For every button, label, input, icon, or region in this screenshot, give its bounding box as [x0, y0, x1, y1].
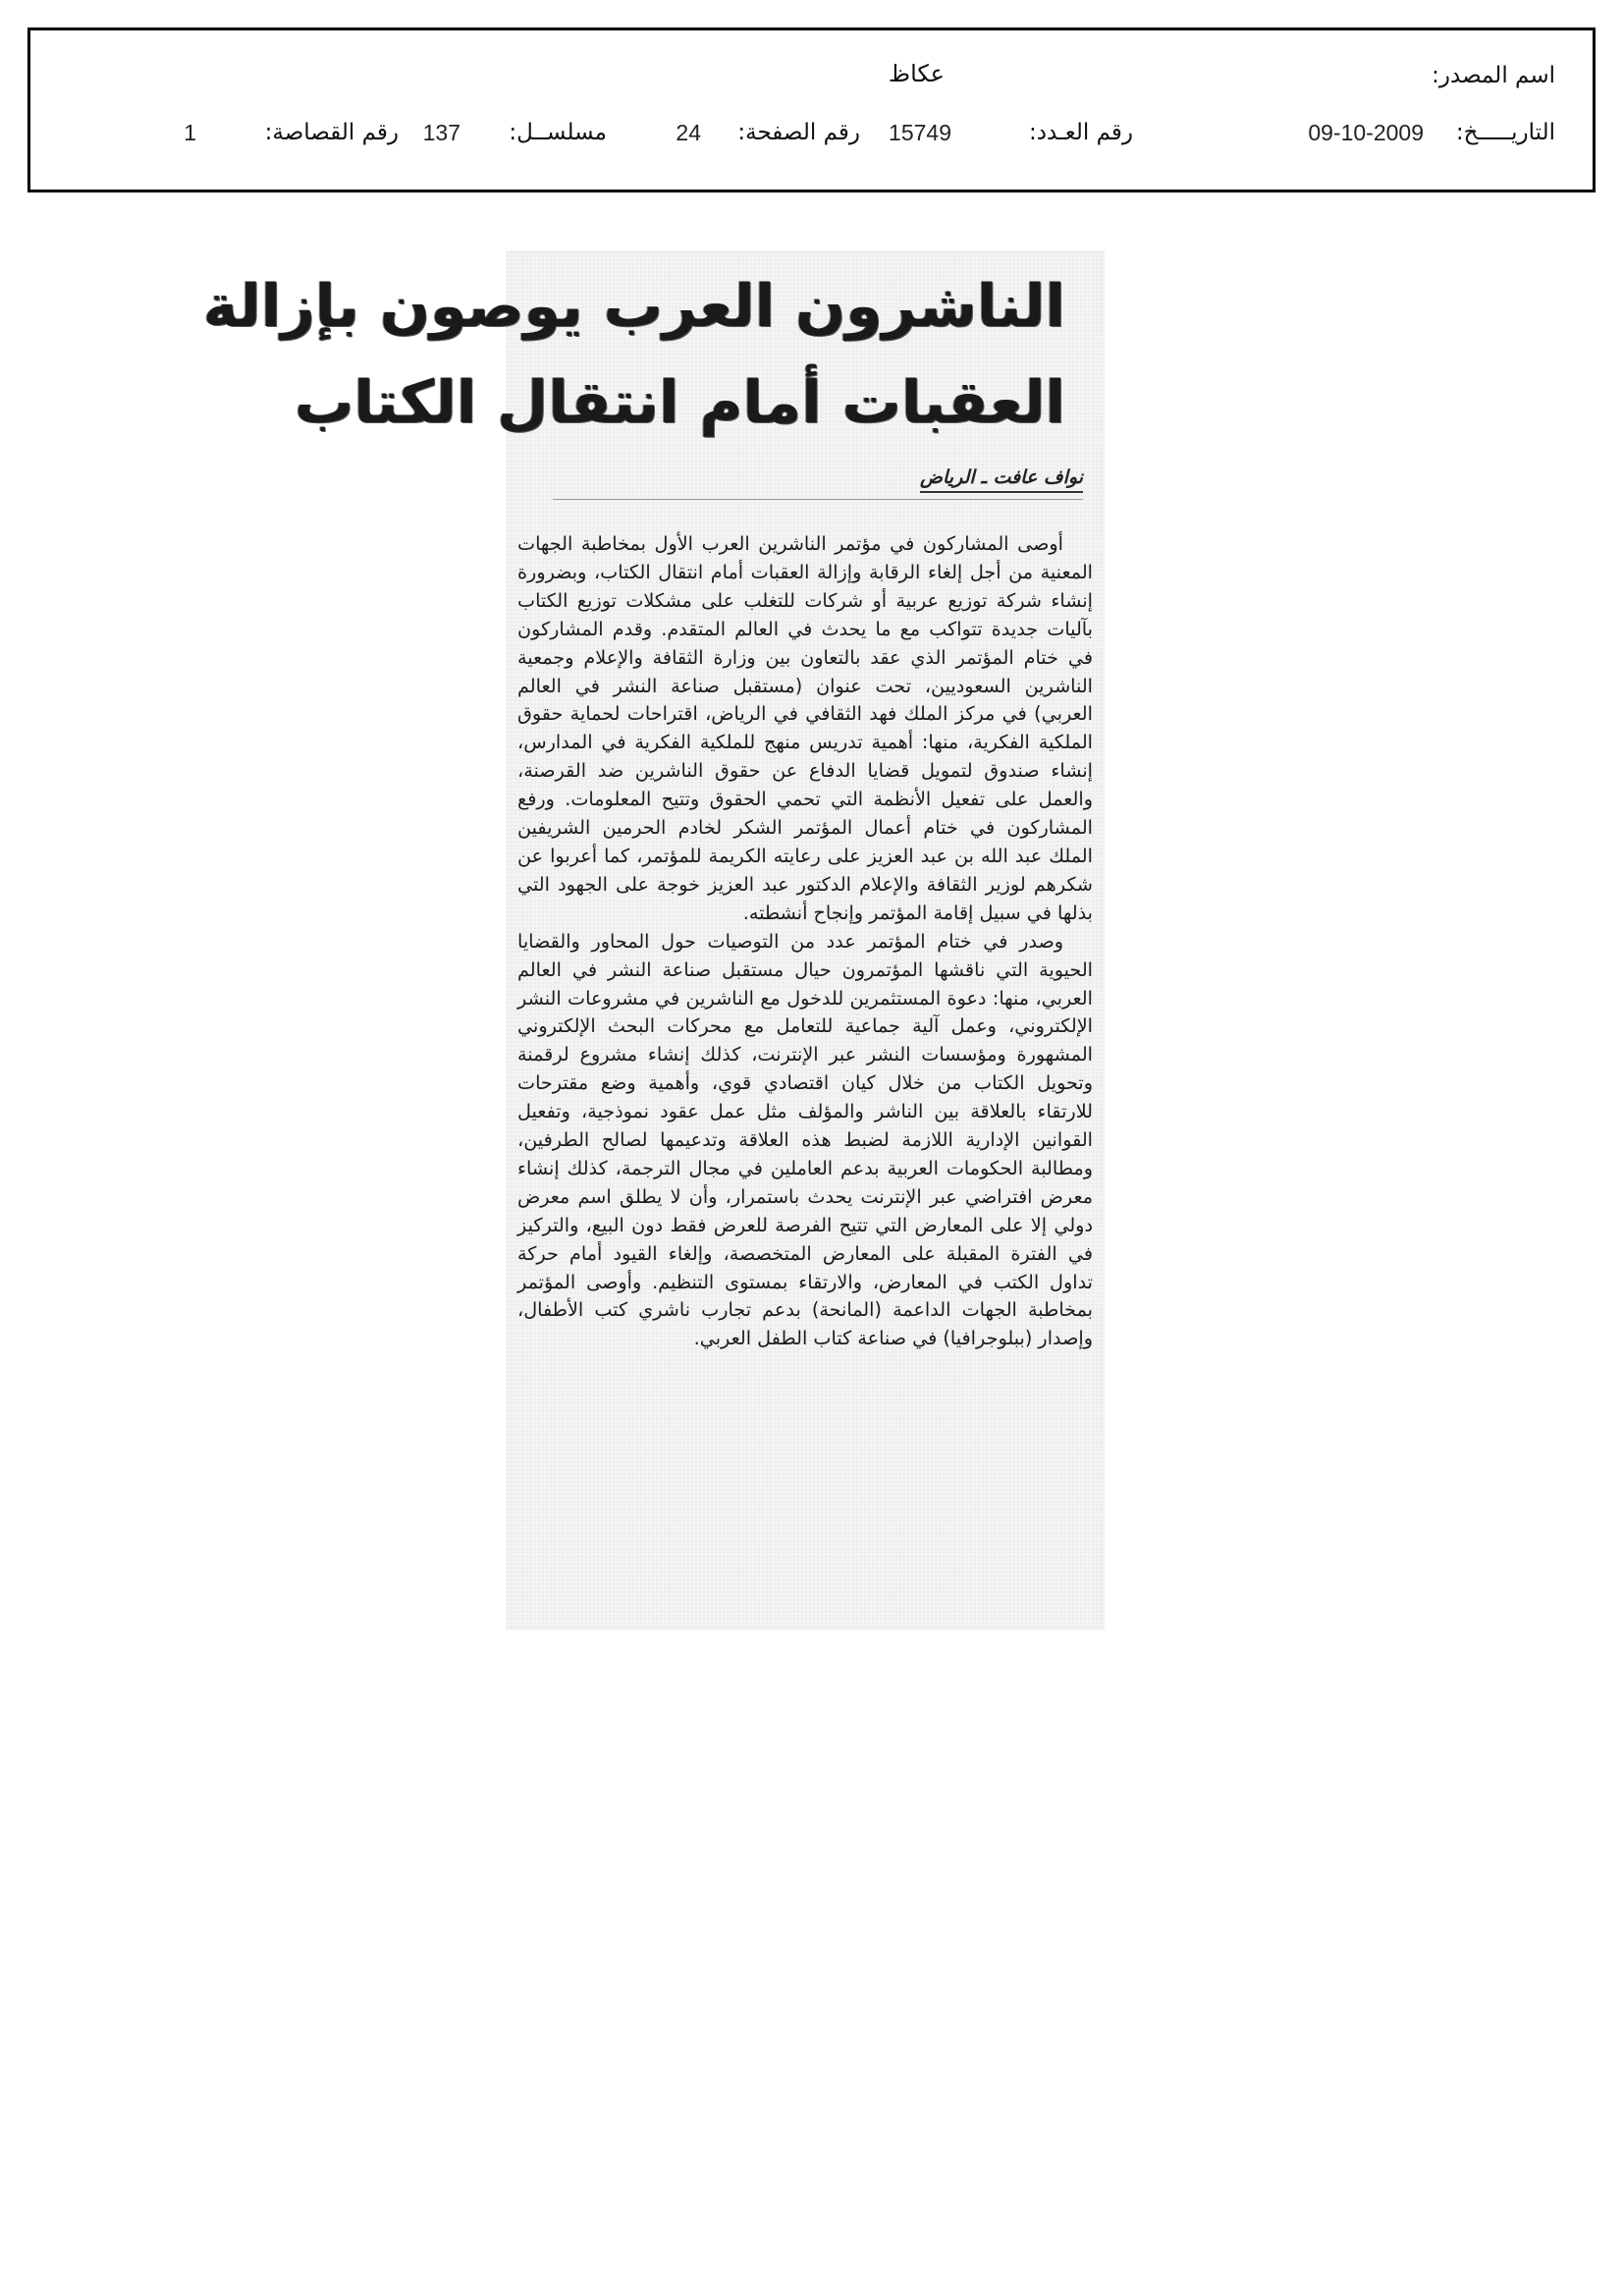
clip-value: 1 [184, 120, 196, 145]
serial-value: 137 [422, 120, 460, 145]
serial-label: مسلســل: [509, 120, 607, 145]
issue-value: 15749 [889, 120, 951, 145]
article-body [517, 530, 1093, 1353]
article-paragraph: أوصى المشاركون في مؤتمر الناشرين العرب الأول بمخاطبة الجهات المعنية من أجل إلغاء الرقابة وإزالة العقبات أمام انتقال الكتاب، وبضرورة إنشاء شركة توزيع عربية أو شركات للتغلب على مشكلات توزيع الكتاب بآليات جديدة تتواكب مع ما يحدث في العالم المتقدم. وقدم المشاركون في ختام المؤتمر الذي عقد بالتعاون بين وزارة الثقافة والإعلام وجمعية الناشرين السعوديين، تحت عنوان (مستقبل صناعة النشر في العالم العربي) في مركز الملك فهد الثقافي في الرياض، اقتراحات لحماية حقوق الملكية الفكرية، منها: أهمية تدريس منهج للملكية الفكرية في المدارس، إنشاء صندوق لتمويل قضايا الدفاع عن حقوق الناشرين ضد القرصنة، والعمل على تفعيل الأنظمة التي تحمي الحقوق وتتيح المعلومات. ورفع المشاركون في ختام أعمال المؤتمر الشكر لخادم الحرمين الشريفين الملك عبد الله بن عبد العزيز على رعايته الكريمة للمؤتمر، كما أعربوا عن شكرهم لوزير الثقافة والإعلام الدكتور عبد العزيز خوجة على الجهود التي بذلها في سبيل إقامة المؤتمر وإنجاح أنشطته. [517, 532, 1093, 924]
source-value: عكاظ [888, 60, 945, 87]
date-value: 09-10-2009 [1308, 120, 1424, 145]
metadata-header [27, 27, 1596, 192]
byline-divider [553, 499, 1083, 500]
page-label: رقم الصفحة: [737, 120, 860, 145]
issue-label: رقم العـدد: [1028, 120, 1133, 145]
byline: نواف عافت ـ الرياض [920, 466, 1083, 493]
headline-line-2: العقبات أمام انتقال الكتاب [294, 368, 1065, 437]
source-label: اسم المصدر: [1432, 63, 1555, 88]
newspaper-clipping [202, 250, 1105, 1630]
headline-line-1: الناشرون العرب يوصون بإزالة [202, 272, 1065, 341]
clip-label: رقم القصاصة: [264, 120, 399, 145]
page-value: 24 [676, 120, 701, 145]
article-paragraph: وصدر في ختام المؤتمر عدد من التوصيات حول المحاور والقضايا الحيوية التي ناقشها المؤتمرون حيال مستقبل صناعة النشر في العالم العربي، منها: دعوة المستثمرين للدخول مع الناشرين في مشروعات النشر الإلكتروني، وعمل آلية جماعية للتعامل مع محركات البحث الإلكتروني المشهورة ومؤسسات النشر عبر الإنترنت، كذلك إنشاء مشروع لرقمنة وتحويل الكتاب من خلال كيان اقتصادي قوي، وأهمية وضع مقترحات للارتقاء بالعلاقة بين الناشر والمؤلف مثل عمل عقود نموذجية، وتفعيل القوانين الإدارية اللازمة لضبط هذه العلاقة وتدعيمها لصالح الطرفين، ومطالبة الحكومات العربية بدعم العاملين في مجال الترجمة، كذلك إنشاء معرض افتراضي عبر الإنترنت يحدث باستمرار، وأن لا يطلق اسم معرض دولي إلا على المعارض التي تتيح الفرصة للعرض فقط دون البيع، والتركيز في الفترة المقبلة على المعارض المتخصصة، وإلغاء القيود أمام حركة تداول الكتب في المعارض، والارتقاء بمستوى التنظيم. وأوصى المؤتمر بمخاطبة الجهات الداعمة (المانحة) بدعم تجارب ناشري كتب الأطفال، وإصدار (ببلوجرافيا) في صناعة كتاب الطفل العربي. [517, 929, 1093, 1350]
date-label: التاريـــــخ: [1455, 120, 1555, 145]
